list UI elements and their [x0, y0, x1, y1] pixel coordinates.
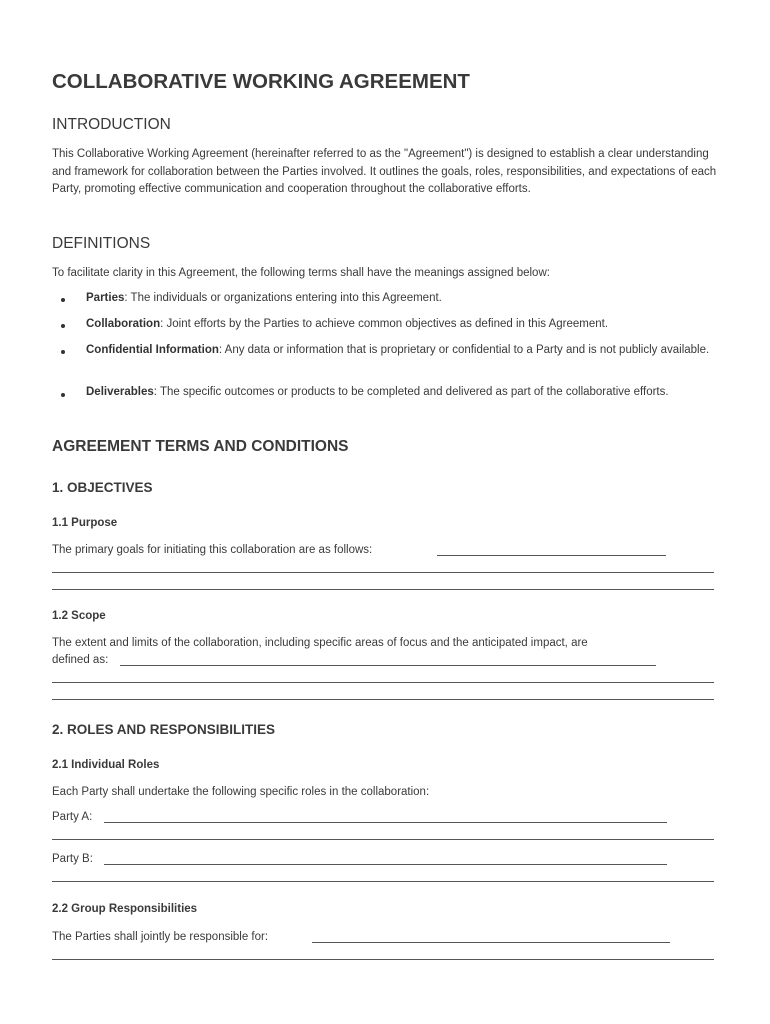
scope-fill-line[interactable]	[52, 699, 714, 700]
purpose-fill-line[interactable]	[52, 572, 714, 573]
party-a-label: Party A:	[52, 811, 93, 823]
definition-item	[86, 316, 716, 334]
introduction-text: This Collaborative Working Agreement (hereinafter referred to as the "Agreement") is designed to establish a clear understanding and framework for collaboration between the Parties involved. It outlines the goals, roles, responsibilities, and expectations of each Party, promoting effective communication and cooperation throughout the collaborative efforts.	[52, 148, 717, 195]
definition-text: : The specific outcomes or products to be completed and delivered as part of the collaborative efforts.	[153, 386, 669, 398]
bullet-icon	[61, 350, 65, 354]
definition-term: Deliverables	[86, 386, 154, 398]
group-responsibilities-text: The Parties shall jointly be responsible for:	[52, 931, 269, 943]
definition-item	[86, 290, 716, 308]
party-b-fill-line[interactable]	[104, 864, 667, 865]
purpose-heading: 1.1 Purpose	[52, 517, 118, 529]
purpose-fill-line[interactable]	[437, 555, 666, 556]
scope-fill-line[interactable]	[52, 682, 714, 683]
group-fill-line[interactable]	[52, 959, 714, 960]
bullet-icon	[61, 324, 65, 328]
definitions-intro: To facilitate clarity in this Agreement, the following terms shall have the meanings assigned below:	[52, 267, 550, 279]
objectives-heading: 1. OBJECTIVES	[52, 480, 153, 495]
scope-text-cont: defined as:	[52, 654, 109, 666]
definition-term: Parties	[86, 292, 125, 304]
party-b-label: Party B:	[52, 853, 93, 865]
definition-text: : The individuals or organizations entering into this Agreement.	[124, 292, 442, 304]
definition-text: : Any data or information that is proprietary or confidential to a Party and is not publicly available.	[218, 344, 710, 356]
bullet-icon	[61, 298, 65, 302]
party-a-fill-line[interactable]	[104, 822, 667, 823]
definition-item	[86, 342, 716, 360]
scope-text: The extent and limits of the collaboration, including specific areas of focus and the anticipated impact, are	[52, 637, 588, 649]
definition-item	[86, 384, 716, 402]
group-fill-line[interactable]	[312, 942, 670, 943]
scope-heading: 1.2 Scope	[52, 610, 106, 622]
roles-heading: 2. ROLES AND RESPONSIBILITIES	[52, 722, 276, 737]
scope-fill-line[interactable]	[120, 665, 656, 666]
purpose-fill-line[interactable]	[52, 589, 714, 590]
party-a-fill-line[interactable]	[52, 839, 714, 840]
document-title: COLLABORATIVE WORKING AGREEMENT	[52, 70, 470, 93]
definition-term: Confidential Information	[86, 344, 219, 356]
purpose-text: The primary goals for initiating this collaboration are as follows:	[52, 544, 373, 556]
bullet-icon	[61, 393, 65, 397]
individual-roles-text: Each Party shall undertake the following specific roles in the collaboration:	[52, 786, 430, 798]
group-responsibilities-heading: 2.2 Group Responsibilities	[52, 903, 198, 915]
party-b-fill-line[interactable]	[52, 881, 714, 882]
definition-term: Collaboration	[86, 318, 161, 330]
introduction-heading: INTRODUCTION	[52, 116, 171, 133]
terms-heading: AGREEMENT TERMS AND CONDITIONS	[52, 438, 349, 455]
definitions-heading: DEFINITIONS	[52, 235, 151, 252]
definition-text: : Joint efforts by the Parties to achieve common objectives as defined in this Agreement.	[160, 318, 609, 330]
individual-roles-heading: 2.1 Individual Roles	[52, 759, 160, 771]
